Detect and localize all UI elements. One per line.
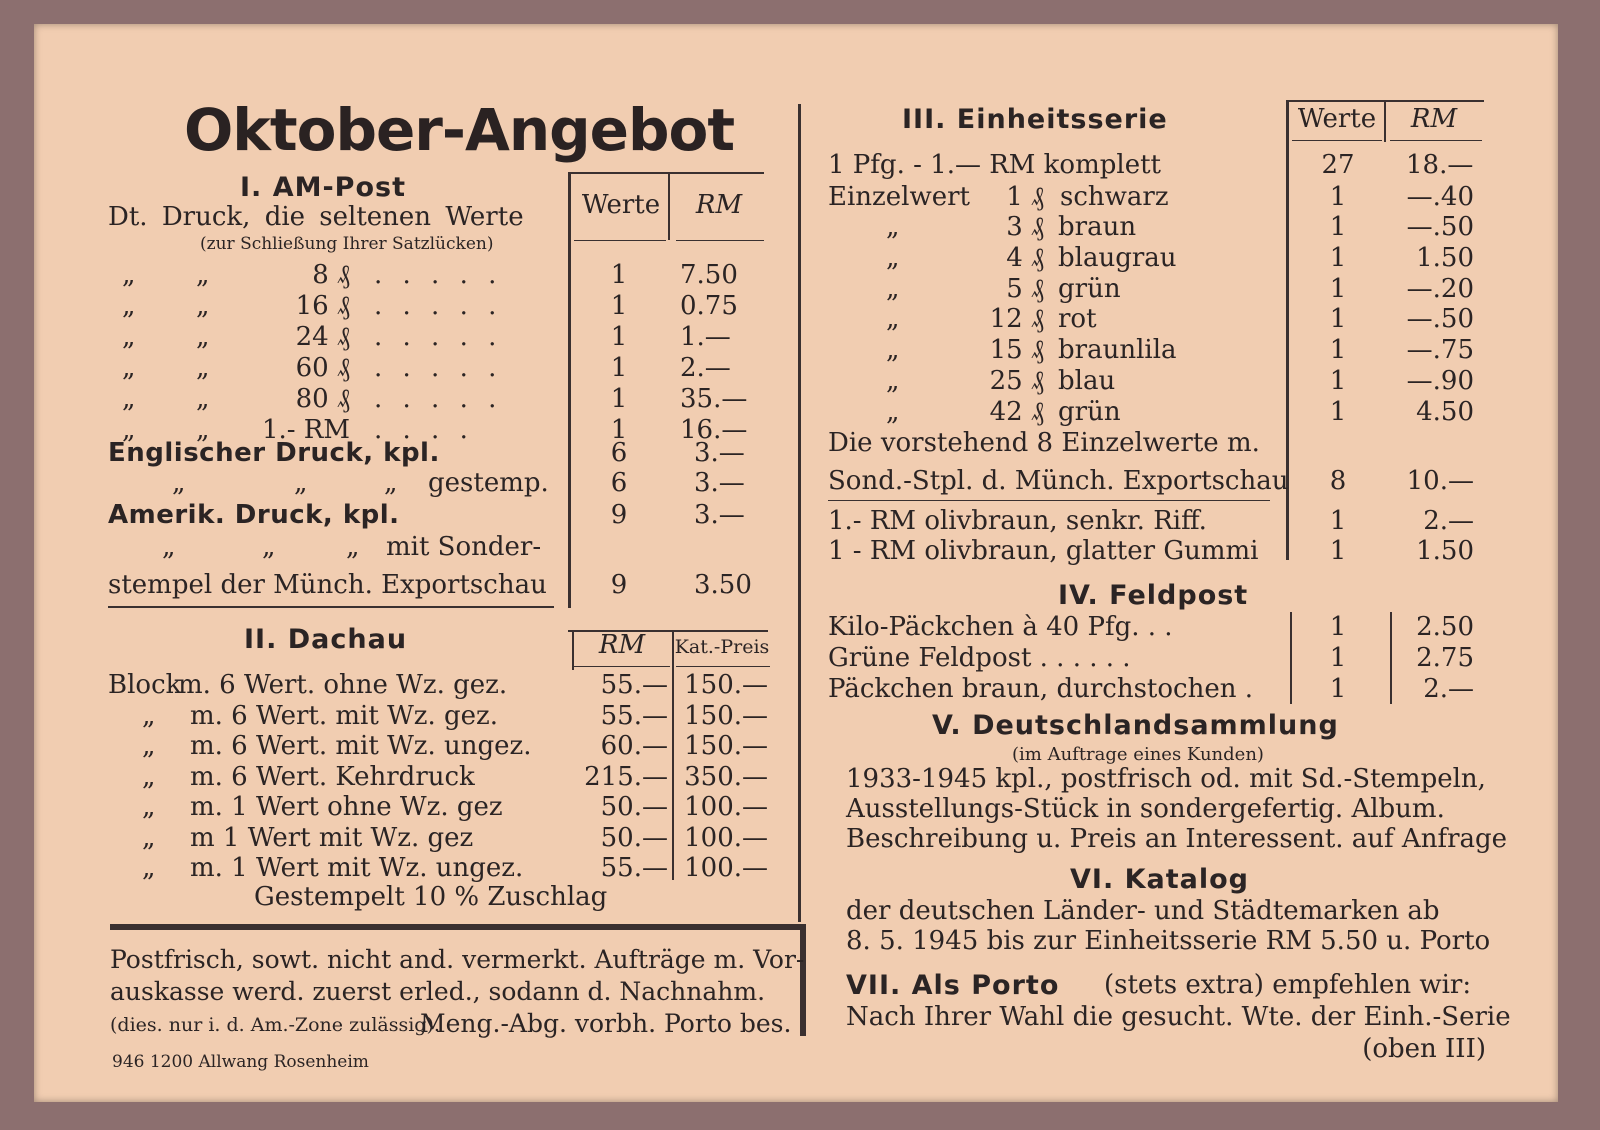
stamp-value: 25 ₰	[989, 366, 1044, 396]
einzelwert-label: Einzelwert	[828, 182, 970, 212]
dachau-rm-price: 55.—	[600, 670, 668, 700]
row-price: 35.—	[680, 384, 748, 414]
table-rule	[108, 606, 554, 608]
stamp-value: 12 ₰	[989, 304, 1044, 335]
column-header-werte: Werte	[1297, 104, 1377, 134]
stamp-color: grün	[1058, 396, 1121, 427]
section-heading-katalog: VI. Katalog	[1070, 864, 1249, 895]
eng-stamped-price: 3.—	[694, 468, 745, 498]
ditto-mark: „	[262, 532, 276, 562]
row-werte: 1	[610, 322, 628, 352]
feldpost-item-label: Grüne Feldpost . . . . . .	[828, 643, 1131, 673]
row-price: 2.75	[1416, 643, 1474, 673]
price-list-card	[34, 24, 1558, 1102]
row-price: —.75	[1406, 335, 1474, 366]
stamp-value: 60 ₰	[295, 353, 350, 383]
ditto-mark: „	[122, 415, 136, 445]
table-rule	[676, 240, 764, 241]
amer-special-price: 3.50	[694, 570, 752, 600]
dachau-rm-price: 55.—	[600, 700, 668, 731]
dachau-kat-price: 100.—	[684, 822, 768, 853]
section-heading-porto: VII. Als Porto	[846, 970, 1060, 1001]
stamp-value: 16 ₰	[295, 291, 350, 321]
ditto-mark: „	[384, 468, 398, 498]
row-price: 2.—	[680, 353, 731, 383]
dachau-item-label: m. 6 Wert. mit Wz. gez.	[190, 700, 499, 731]
row-price: 2.—	[1423, 674, 1474, 704]
terms-line-3b: Meng.-Abg. vorbh. Porto bes.	[420, 1009, 792, 1038]
row-werte: 1	[1329, 674, 1347, 704]
stamp-color: blau	[1058, 366, 1116, 396]
dot-leader: . . . . .	[374, 260, 503, 290]
ditto-mark: „	[346, 532, 360, 562]
porto-line-1: (stets extra) empfehlen wir:	[1104, 970, 1472, 1000]
ditto-mark: „	[886, 304, 900, 335]
column-header-kat-preis: Kat.-Preis	[674, 636, 770, 658]
amer-special-werte: 9	[610, 570, 628, 600]
ditto-mark: „	[122, 322, 136, 352]
terms-line-1: Postfrisch, sowt. nicht and. vermerkt. Aufträge m. Vor-	[110, 945, 805, 974]
amer-special-label-2: stempel der Münch. Exportschau	[108, 570, 547, 600]
dachau-kat-price: 100.—	[684, 853, 768, 883]
section-heading-feldpost: IV. Feldpost	[1058, 580, 1249, 611]
terms-line-3a: (dies. nur i. d. Am.-Zone zulässig).	[110, 1014, 440, 1036]
dachau-item-label: m. 6 Wert. Kehrdruck	[190, 761, 475, 792]
table-rule	[1390, 140, 1482, 141]
oliv-line-2: 1 - RM olivbraun, glatter Gummi	[828, 536, 1259, 566]
row-werte: 1	[1329, 366, 1347, 396]
dot-leader: . . . . .	[374, 353, 503, 383]
ditto-mark: „	[196, 291, 210, 321]
stamp-value: 5 ₰	[1006, 273, 1044, 304]
table-rule	[568, 172, 764, 174]
special-werte: 8	[1329, 466, 1347, 496]
row-werte: 1	[1329, 242, 1347, 273]
dot-leader: . . . . .	[374, 384, 503, 414]
deutschlandsammlung-line-3: Beschreibung u. Preis an Interessent. auf Anfrage	[846, 824, 1508, 854]
section-heading-einheitsserie: III. Einheitsserie	[902, 104, 1168, 135]
katalog-line-1: der deutschen Länder- und Städtemarken ab	[846, 896, 1440, 926]
ditto-mark: „	[162, 532, 176, 562]
terms-line-2: auskasse werd. zuerst erled., sodann d. Nachnahm.	[110, 977, 766, 1006]
table-rule	[1292, 140, 1382, 141]
row-price: 1.—	[680, 322, 731, 352]
eng-price: 3.—	[694, 438, 745, 468]
deutschlandsammlung-line-2: Ausstellungs-Stück in sondergefertig. Album.	[846, 794, 1445, 824]
special-line-2: Sond.-Stpl. d. Münch. Exportschau	[828, 466, 1289, 496]
ditto-mark: „	[196, 353, 210, 383]
einzelwert-werte: 1	[1329, 182, 1347, 212]
am-post-note: (zur Schließung Ihrer Satzlücken)	[200, 234, 494, 254]
stamp-value: 8 ₰	[312, 260, 350, 290]
einzelwert-price: —.40	[1406, 182, 1474, 212]
column-header-rm: RM	[695, 190, 743, 220]
ditto-mark: „	[886, 366, 900, 396]
column-header-rm: RM	[1410, 104, 1458, 134]
eng-label: Englischer Druck, kpl.	[108, 438, 440, 468]
table-rule	[1290, 612, 1292, 704]
row-price: —.50	[1406, 304, 1474, 335]
section-heading-am-post: I. AM-Post	[240, 172, 406, 203]
oliv-1-price: 2.—	[1423, 506, 1474, 536]
ditto-mark: „	[886, 396, 900, 427]
eng-stamped-werte: 6	[610, 468, 628, 498]
einheitsserie-complete-label: 1 Pfg. - 1.— RM komplett	[828, 150, 1161, 180]
dachau-kat-price: 150.—	[684, 700, 768, 731]
stamp-color: grün	[1058, 273, 1121, 304]
ditto-mark: „	[294, 468, 308, 498]
dachau-rm-price: 50.—	[600, 792, 668, 822]
box-right-rule	[800, 924, 806, 1036]
dot-leader: . . . . .	[374, 291, 503, 321]
dot-leader: . . . . .	[374, 322, 503, 352]
porto-line-3: (oben III)	[1362, 1034, 1486, 1064]
einheitsserie-complete-price: 18.—	[1406, 150, 1474, 180]
porto-line-2: Nach Ihrer Wahl die gesucht. Wte. der Einh.-Serie	[846, 1002, 1511, 1032]
section-heading-deutschlandsammlung: V. Deutschlandsammlung	[932, 710, 1339, 741]
stamp-value: 80 ₰	[295, 384, 350, 414]
column-header-werte: Werte	[581, 190, 661, 220]
box-top-rule	[110, 924, 800, 930]
amer-price: 3.—	[694, 500, 745, 530]
dachau-rm-price: 215.—	[584, 761, 668, 792]
stamp-color: braunlila	[1058, 335, 1177, 366]
ditto-mark: „	[172, 468, 186, 498]
column-divider	[798, 104, 801, 922]
dachau-kat-price: 150.—	[684, 670, 768, 700]
row-werte: 1	[610, 415, 628, 445]
row-werte: 1	[1329, 304, 1347, 335]
ditto-mark: „	[196, 415, 210, 445]
dachau-item-label: m 1 Wert mit Wz. gez	[190, 822, 474, 853]
special-line-1: Die vorstehend 8 Einzelwerte m.	[828, 428, 1260, 458]
page-title: Oktober-Angebot	[184, 96, 735, 164]
ditto-mark: „	[886, 273, 900, 304]
deutschlandsammlung-note: (im Auftrage eines Kunden)	[1012, 744, 1264, 765]
einheitsserie-complete-werte: 27	[1321, 150, 1355, 180]
stamp-color: blaugrau	[1058, 242, 1177, 273]
einzelwert-value: 1 ₰	[1006, 182, 1044, 212]
row-werte: 1	[1329, 612, 1347, 642]
stamp-color: braun	[1058, 212, 1137, 242]
row-price: 16.—	[680, 415, 748, 445]
dachau-item-label: m. 6 Wert. mit Wz. ungez.	[190, 731, 532, 761]
deutschlandsammlung-line-1: 1933-1945 kpl., postfrisch od. mit Sd.-Stempeln,	[846, 764, 1486, 794]
row-price: 0.75	[680, 291, 738, 321]
ditto-mark: „	[886, 335, 900, 366]
stamp-color: rot	[1058, 304, 1097, 335]
row-werte: 1	[1329, 643, 1347, 673]
katalog-line-2: 8. 5. 1945 bis zur Einheitsserie RM 5.50 u. Porto	[846, 926, 1491, 956]
oliv-line-1: 1.- RM olivbraun, senkr. Riff.	[828, 506, 1207, 536]
column-header-rm: RM	[598, 630, 646, 660]
ditto-mark: „	[142, 731, 156, 761]
ditto-mark: „	[122, 260, 136, 290]
row-werte: 1	[610, 260, 628, 290]
dachau-rm-price: 50.—	[600, 822, 668, 853]
oliv-2-werte: 1	[1329, 536, 1347, 566]
row-price: 1.50	[1416, 242, 1474, 273]
dachau-footer: Gestempelt 10 % Zuschlag	[254, 882, 608, 912]
ditto-mark: „	[142, 822, 156, 853]
ditto-mark: „	[122, 353, 136, 383]
table-rule	[828, 500, 1270, 501]
dachau-item-label: m. 1 Wert mit Wz. ungez.	[190, 853, 524, 883]
dot-leader: . . . .	[374, 415, 474, 445]
ditto-mark: „	[142, 700, 156, 731]
section-heading-dachau: II. Dachau	[244, 624, 408, 655]
special-price: 10.—	[1406, 466, 1474, 496]
stamp-value: 24 ₰	[295, 322, 350, 352]
table-rule	[568, 172, 571, 608]
amer-werte: 9	[610, 500, 628, 530]
eng-werte: 6	[610, 438, 628, 468]
row-werte: 1	[610, 353, 628, 383]
stamp-value: 4 ₰	[1006, 242, 1044, 273]
dachau-item-label: m. 6 Wert. ohne Wz. gez.	[178, 670, 508, 700]
amer-special-label: mit Sonder-	[386, 532, 542, 562]
ditto-mark: „	[122, 384, 136, 414]
einzelwert-color: schwarz	[1060, 182, 1169, 212]
row-werte: 1	[1329, 273, 1347, 304]
dachau-rm-price: 55.—	[600, 853, 668, 883]
stamp-value: 42 ₰	[989, 396, 1044, 427]
row-price: —.50	[1406, 212, 1474, 242]
feldpost-item-label: Kilo-Päckchen à 40 Pfg. . .	[828, 612, 1173, 642]
row-price: 4.50	[1416, 396, 1474, 427]
dachau-kat-price: 350.—	[684, 761, 768, 792]
ditto-mark: „	[196, 260, 210, 290]
table-rule	[676, 666, 770, 667]
row-werte: 1	[610, 384, 628, 414]
ditto-mark: „	[142, 853, 156, 883]
ditto-mark: „	[886, 212, 900, 242]
row-werte: 1	[1329, 212, 1347, 242]
row-price: 2.50	[1416, 612, 1474, 642]
table-rule	[574, 666, 670, 667]
amer-label: Amerik. Druck, kpl.	[108, 500, 400, 530]
feldpost-item-label: Päckchen braun, durchstochen .	[828, 674, 1253, 704]
row-werte: 1	[1329, 335, 1347, 366]
ditto-mark: „	[886, 242, 900, 273]
stamp-value: 1.- RM	[261, 415, 350, 445]
eng-stamped-label: gestemp.	[428, 468, 549, 498]
dachau-kat-price: 150.—	[684, 731, 768, 761]
oliv-1-werte: 1	[1329, 506, 1347, 536]
row-werte: 1	[610, 291, 628, 321]
dachau-rm-price: 60.—	[600, 731, 668, 761]
row-werte: 1	[1329, 396, 1347, 427]
ditto-mark: „	[142, 792, 156, 822]
stamp-value: 15 ₰	[989, 335, 1044, 366]
dachau-kat-price: 100.—	[684, 792, 768, 822]
ditto-mark: „	[196, 322, 210, 352]
oliv-2-price: 1.50	[1416, 536, 1474, 566]
ditto-mark: „	[122, 291, 136, 321]
row-price: 7.50	[680, 260, 738, 290]
stamp-value: 3 ₰	[1006, 212, 1044, 242]
am-post-intro: Dt. Druck, die seltenen Werte	[108, 202, 524, 232]
dachau-item-label: m. 1 Wert ohne Wz. gez	[190, 792, 503, 822]
table-rule	[574, 240, 666, 241]
ditto-mark: „	[142, 761, 156, 792]
ditto-mark: „	[196, 384, 210, 414]
row-price: —.90	[1406, 366, 1474, 396]
ditto-mark: Block	[108, 670, 182, 700]
row-price: —.20	[1406, 273, 1474, 304]
printer-imprint: 946 1200 Allwang Rosenheim	[112, 1052, 369, 1072]
